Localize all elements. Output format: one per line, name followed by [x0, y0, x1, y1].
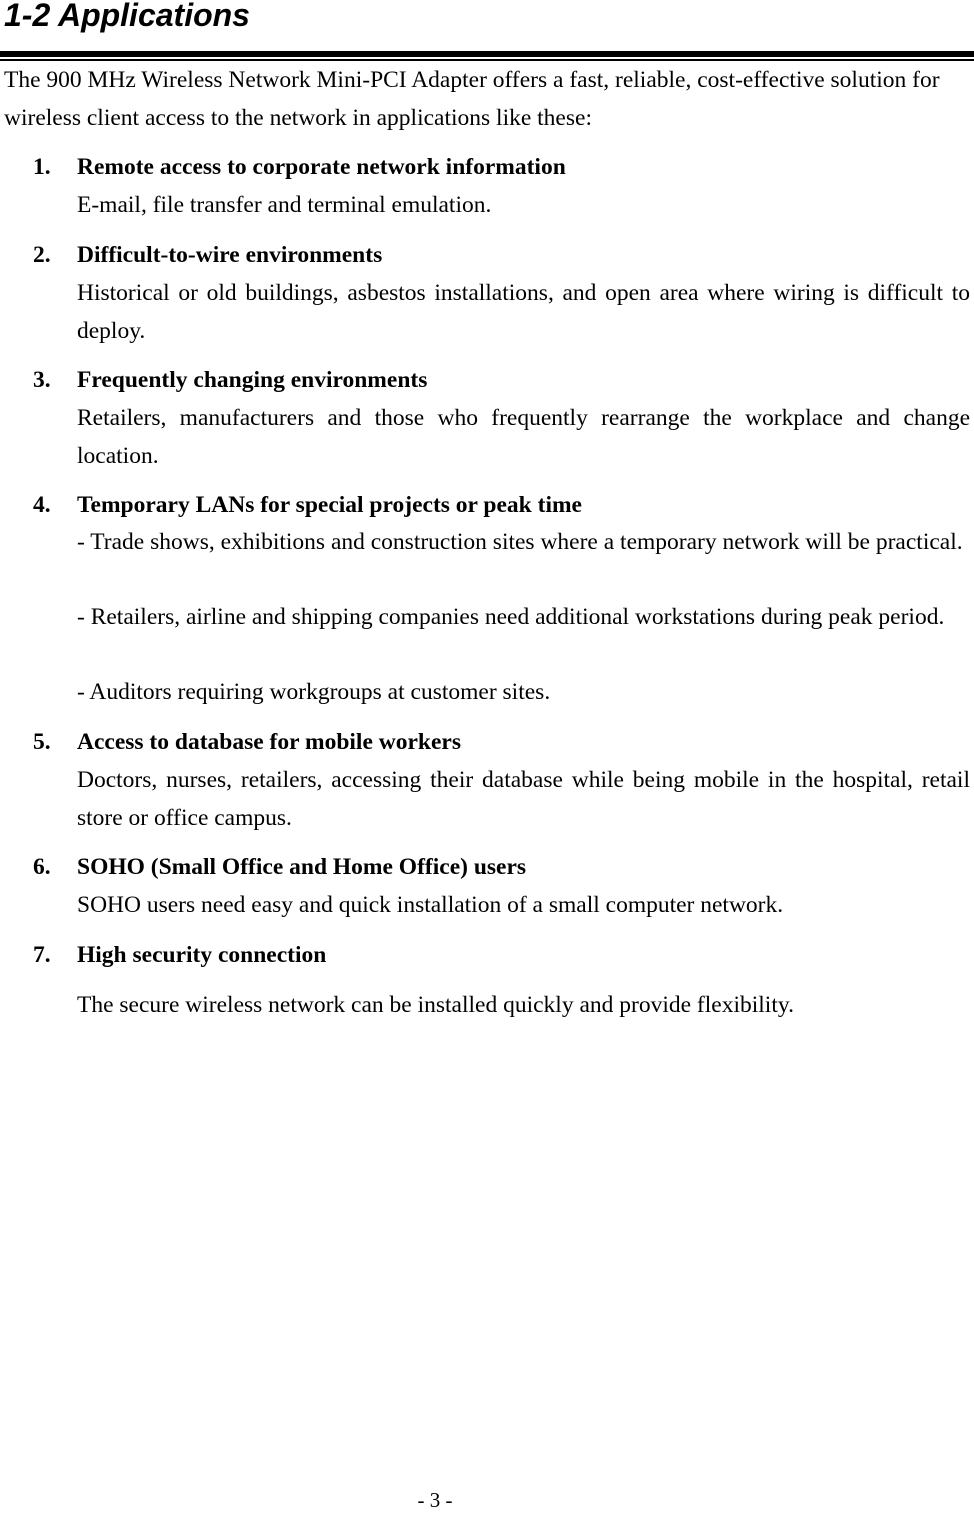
- item-body: Retailers, manufacturers and those who frequently rearrange the workplace and change location.: [77, 405, 970, 469]
- item-body: SOHO users need easy and quick installation of a small computer network.: [77, 892, 784, 918]
- item-number: 2.: [33, 242, 51, 268]
- item-heading: Temporary LANs for special projects or peak time: [77, 492, 582, 518]
- item-body: E-mail, file transfer and terminal emulation.: [77, 192, 492, 218]
- item-number: 1.: [33, 154, 51, 180]
- page-number: - 3 -: [417, 1488, 453, 1512]
- item-number: 3.: [33, 367, 51, 393]
- item-heading: Frequently changing environments: [77, 367, 428, 393]
- intro-paragraph: The 900 MHz Wireless Network Mini-PCI Adapter offers a fast, reliable, cost-effective solution for wireless client access to the network in applications like these:: [4, 67, 940, 131]
- item-bullet: - Retailers, airline and shipping companies need additional workstations during peak period.: [77, 604, 945, 630]
- item-heading: SOHO (Small Office and Home Office) users: [77, 854, 527, 880]
- item-number: 6.: [33, 854, 51, 880]
- section-title: 1-2 Applications: [4, 0, 250, 33]
- item-number: 5.: [33, 729, 51, 755]
- item-body: Doctors, nurses, retailers, accessing their database while being mobile in the hospital, retail store or office campus.: [77, 767, 970, 831]
- header-rule-thick: [0, 51, 974, 57]
- header-rule-thin: [0, 59, 974, 61]
- item-bullet: - Auditors requiring workgroups at customer sites.: [77, 679, 551, 705]
- item-bullet: - Trade shows, exhibitions and construction sites where a temporary network will be practical.: [77, 529, 963, 555]
- item-body: The secure wireless network can be installed quickly and provide flexibility.: [77, 992, 794, 1018]
- item-number: 7.: [33, 942, 51, 968]
- item-heading: Difficult-to-wire environments: [77, 242, 383, 268]
- item-heading: Access to database for mobile workers: [77, 729, 461, 755]
- item-number: 4.: [33, 492, 51, 518]
- item-heading: Remote access to corporate network information: [77, 154, 566, 180]
- item-body: Historical or old buildings, asbestos installations, and open area where wiring is difficult to deploy.: [77, 280, 970, 344]
- item-heading: High security connection: [77, 942, 327, 968]
